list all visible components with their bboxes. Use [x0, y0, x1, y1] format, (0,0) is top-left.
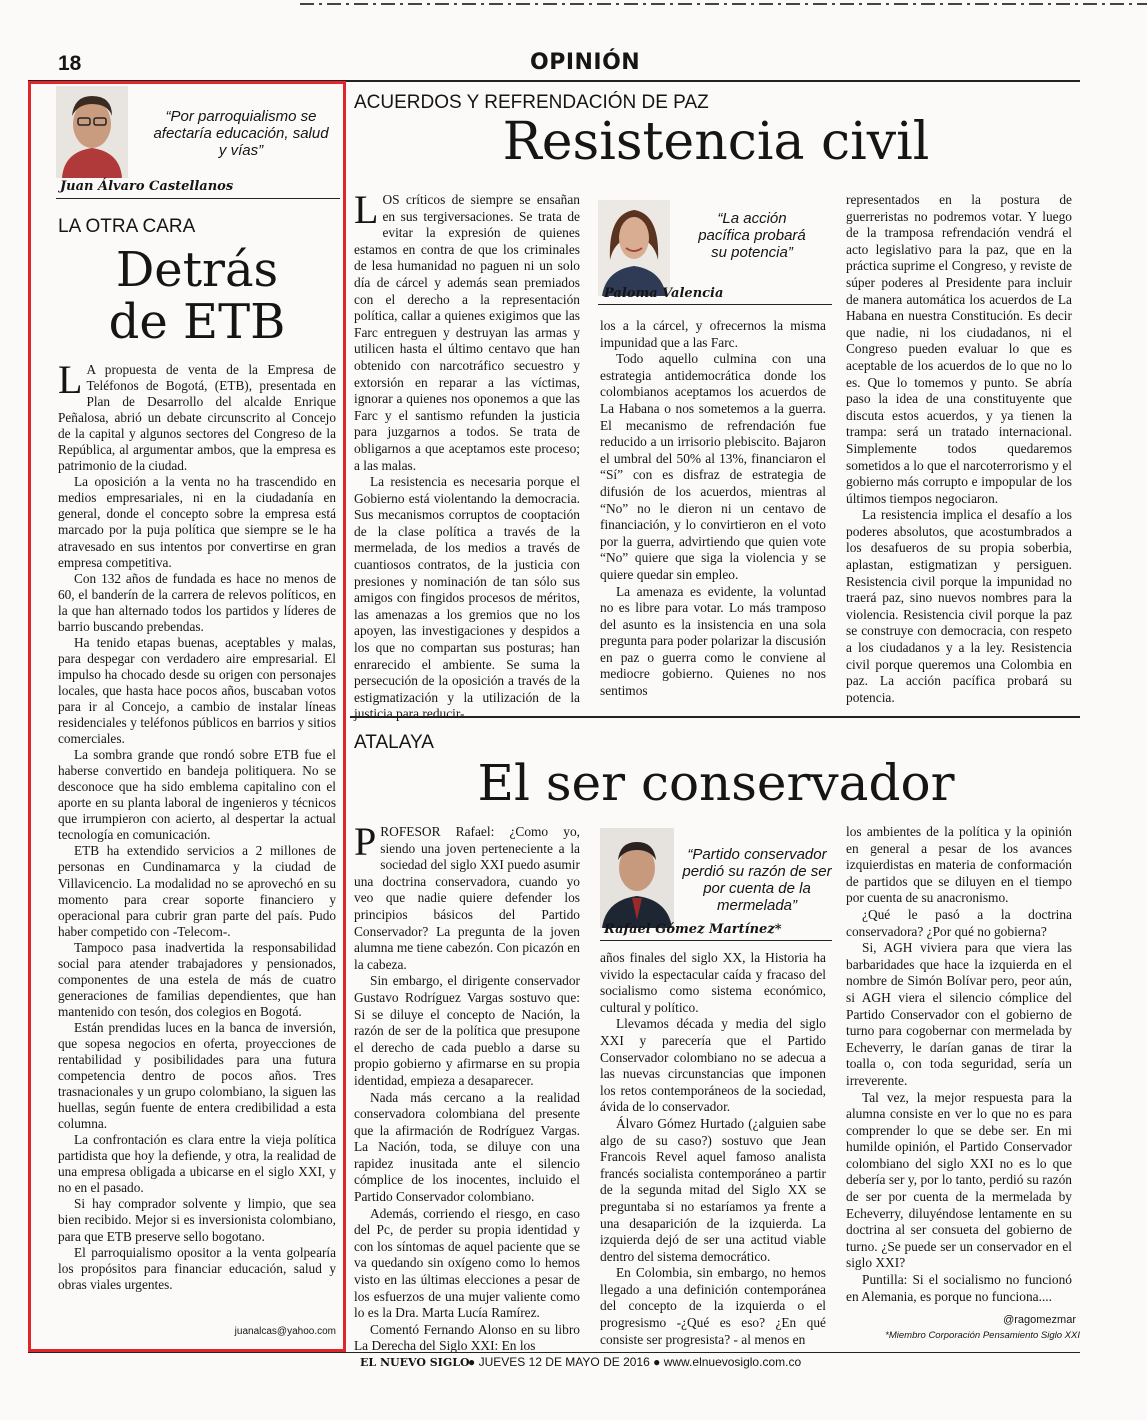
article-separator: [350, 716, 1080, 718]
article-kicker: ACUERDOS Y REFRENDACIÓN DE PAZ: [354, 92, 709, 113]
pull-quote: “Partido conservador perdió su razón de ser por cuenta de la mermelada”: [682, 846, 832, 914]
paragraph: Si hay comprador solvente y limpio, que sea bien recibido. Mejor si es inversionista colombiano, para que ETB preserve sello bogotano.: [58, 1196, 336, 1244]
article-kicker: ATALAYA: [354, 732, 434, 753]
article-column-2: [600, 318, 826, 700]
article-column-3: [846, 192, 1072, 706]
highlight-box: [28, 81, 346, 1352]
paragraph: El parroquialismo opositor a la venta golpearía los propósitos para financiar educación, salud y obras viales urgentes.: [58, 1244, 336, 1292]
paragraph: Puntilla: Si el socialismo no funcionó en Alemania, es porque no funciona....: [846, 1272, 1072, 1304]
paragraph: Con 132 años de fundada es hace no menos de 60, el banderín de la carrera de relevos políticos, en la que han alternado todos los partidos y líderes de barrio buscando prebendas.: [58, 570, 336, 634]
author-byline: Paloma Valencia: [604, 286, 724, 301]
newspaper-name: EL NUEVO SIGLO: [360, 1356, 470, 1369]
paragraph: Tampoco pasa inadvertida la responsabilidad social para atender trabajadores y pensionados, componentes de una estela de más de cuatro generaciones de familias dependientes, que han mantenido con tesón, dos colegios en Bogotá.: [58, 939, 336, 1019]
paragraph: La resistencia es necesaria porque el Gobierno está violentando la democracia. Sus mecanismos corruptos de cooptación de la clase política a través de la mermelada, de los medios a través de cuantiosos contratos, de la justicia con presiones y nominación de tan sólo sus amigos con fingidos procesos de méritos, las amenazas a los gremios que no los apoyen, las investigaciones y despidos a los que no compartan sus posturas; han enrarecido el ambiente. Se suma la persecución de la oposición a través de la estigmatización y la utilización de la justicia para reducir-: [354, 474, 580, 722]
article-column-1: [354, 819, 580, 1355]
author-photo: [600, 828, 674, 928]
paragraph: ¿Qué le pasó a la doctrina conservadora? ¿Por qué no gobierna?: [846, 906, 1072, 939]
article-column-3: [846, 824, 1072, 1305]
paragraph: Están prendidas luces en la banca de inversión, que sopesa negocios en oferta, proyecciones de rentabilidad y posibilidades para una futura competencia dentro de pocos años. Tres trasnacionales y un grupo colombiano, la siguen las huellas, según fuente de entera credibilidad a esta columna.: [58, 1019, 336, 1132]
pull-quote: “Por parroquialismo se afectaría educación, salud y vías”: [153, 108, 329, 159]
footer-url: www.elnuevosiglo.com.co: [663, 1355, 802, 1369]
page-top-edge: [300, 0, 1147, 10]
article-headline: Resistencia civil: [502, 112, 930, 172]
author-footnote: *Miembro Corporación Pensamiento Siglo XXI: [885, 1330, 1080, 1341]
paragraph: LOS críticos de siempre se ensañan en sus tergiversaciones. Se trata de evitar la expresión de quienes estamos en contra de que los criminales de lesa humanidad no paguen ni un solo día de cárcel y además sean premiados con el derecho a la representación política, callar a quienes exigimos que las Farc entreguen y destruyan las armas y utilicen hasta el último centavo que han obtenido con narcotráfico secuestro y extorsión en reparar a las víctimas, ignorar a quienes nos oponemos a que las Farc y el santismo refunden la justicia para juzgarnos a todos. Se trata de obligarnos a que aceptamos este proceso; a las malas.: [354, 187, 580, 473]
paragraph: La amenaza es evidente, la voluntad no es libre para votar. Lo más tramposo del asunto es la insistencia en una sola pregunta para poder polarizar la discusión en paz o guerra como le conviene al mediocre gobierno. Quienes no nos sentimos: [600, 583, 826, 699]
article-headline: El ser conservador: [477, 754, 955, 812]
paragraph: Ha tenido etapas buenas, aceptables y malas, para despegar con verdadero aire empresarial. El impulso ha chocado desde su origen con personajes locales, que hasta hace pocos años, buscaban votos para ir al Concejo, a cambio de instalar líneas residenciales y teléfonos públicos en barrios y sitios comerciales.: [58, 634, 336, 747]
bullet-dot: ●: [653, 1355, 661, 1369]
paragraph: Tal vez, la mejor respuesta para la alumna consiste en ver lo que no es para comprender lo que se debe ser. En mi humilde opinión, el Partido Conservador colombiano del siglo XXI no es lo que debería ser y, por lo tanto, perdió su razón de ser por cuenta de la mermelada by Echeverry, diluyéndose lentamente en su doctrina al ser consueta del gobierno de turno. ¿Se puede ser un conservador en el siglo XXI?: [846, 1089, 1072, 1271]
headline-line-2: de ETB: [108, 294, 286, 350]
article-column-2: [600, 950, 826, 1348]
paragraph: Nada más cercano a la realidad conservadora colombiana del presente que la afirmación de Rodríguez Vargas. La Nación, toda, se diluye con una rapidez inusitada ante el silencio cómplice de los inocentes, incluido el Partido Conservador colombiano.: [354, 1089, 580, 1205]
author-twitter: @ragomezmar: [1003, 1314, 1076, 1326]
paragraph: los a la cárcel, y ofrecernos la misma impunidad que a las Farc.: [600, 318, 826, 350]
paragraph: La sombra grande que rondó sobre ETB fue el haberse convertido en bandeja politiquera. No se desconoce que ha sido emblema capitalino con el aporte en su planta laboral de ingenieros y técnicos que irrumpieron con acierto, al despertar la actual tecnología en comunicación.: [58, 747, 336, 843]
bullet-dot: ●: [468, 1355, 476, 1369]
paragraph: Llevamos década y media del siglo XXI y parecería que el Partido Conservador colombiano no se adecua a las nuevas circunstancias que imponen los retos contemporáneos de la sociedad, ávida de lo conservador.: [600, 1016, 826, 1115]
paragraph: Además, corriendo el riesgo, en caso del Pc, de perder su propia identidad y con los síntomas de aquel paciente que se va quedando sin oxígeno como lo hemos visto en las últimas elecciones a pesar de los esfuerzos de una mujer valiente como lo es la Dra. Marta Lucía Ramírez.: [354, 1205, 580, 1321]
paragraph: Sin embargo, el dirigente conservador Gustavo Rodríguez Vargas sostuvo que: Si se diluye el concepto de Nación, la razón de ser de la política que presupone el derecho de cada pueblo a darse su propio gobierno y afirmarse en su propia identidad, empieza a desaparecer.: [354, 973, 580, 1088]
section-title: OPINIÓN: [530, 50, 641, 75]
column-kicker: LA OTRA CARA: [58, 216, 196, 237]
paragraph: La resistencia implica el desafío a los poderes absolutos, que acostumbrados a los desafueros de su propia soberbia, aplastan, estigmatizan y persiguen. Resistencia civil porque la impunidad no traerá paz, sino nuevos nombres para la violencia. Resistencia civil porque la paz se construye con democracia, con respeto a los ciudadanos y a la ley. Resistencia civil porque queremos una Colombia en paz. La acción pacífica probará su potencia.: [846, 507, 1072, 705]
paragraph: representados en la postura de guerreristas no podremos votar. Y luego de la tramposa refrendación vendrá el acto legislativo para la paz, que en la práctica suprime el Congreso, y reviste de súper poderes al Presidente para incluir de manera automática los acuerdos de La Habana en nuestra Constitución. Es decir que nadie, ni los ciudadanos, ni el Congreso pueden evaluar lo que es aceptable de los acuerdos de lo que no lo es. Que lo tomemos y punto. Se abría paso la idea de una constituyente que discuta estos acuerdos, y ya tienen la trampa: será un tratado internacional. Simplemente todos quedaremos sometidos a lo que el narcoterrorismo y el gobierno más corrupto e impopular de los últimos tiempos negociaron.: [846, 192, 1072, 506]
paragraph: Comentó Fernando Alonso en su libro La Derecha del Siglo XXI: En los: [354, 1321, 580, 1354]
headline-line-1: Detrás: [115, 242, 279, 298]
author-email: juanalcas@yahoo.com: [234, 1326, 336, 1337]
dropcap: L: [58, 357, 83, 402]
paragraph: Si, AGH viviera para que viera las barbaridades que hace la izquierda en el nombre de Simón Bolívar pero, peor aún, si AGH viera el silencio cómplice del Partido Conservador con el gobierno de turno para cogobernar con mermelada by Echeverry, le darían ganas de tirar la toalla o, con toda seguridad, sería un irreverente.: [846, 940, 1072, 1088]
dropcap: L: [354, 187, 379, 232]
byline-rule: [598, 304, 832, 305]
paragraph: Álvaro Gómez Hurtado (¿alguien sabe algo de su caso?) sostuvo que Jean Francois Revel aquel famoso analista francés socialista contemporáneo a partir de la segunda mitad del Siglo XX se preguntaba si no estaríamos ya frente a una desaparición de la izquierda. La izquierda dejó de ser una actitud viable dentro del sistema democrático.: [600, 1115, 826, 1264]
footer-date: ● JUEVES 12 DE MAYO DE 2016 ● www.elnuevosiglo.com.co: [468, 1355, 802, 1369]
article-column-1: [354, 187, 580, 723]
paragraph: ETB ha extendido servicios a 2 millones de personas en Cundinamarca y la ciudad de Villavicencio. La modalidad no se aprovechó en su momento para crear soporte financiero y operacional para cubrir gran parte del país. Pudo haber competido con -Telecom-.: [58, 843, 336, 939]
byline-rule: [600, 940, 832, 941]
paragraph: los ambientes de la política y la opinión en general a pesar de los avances izquierdistas en materia de conformación de partidos que se diluyen en el tiempo por cuenta de su anacronismo.: [846, 824, 1072, 906]
paragraph: La oposición a la venta no ha trascendido en medios empresariales, ni en la ciudadanía en general, donde el concepto sobre la empresa está marcado por la puja política que siempre se le ha atravesado en sus intentos por convertirse en gran empresa competitiva.: [58, 474, 336, 570]
paragraph: En Colombia, sin embargo, no hemos llegado a una definición contemporánea del concepto de la izquierda o el progresismo -¿Qué es eso? ¿En qué consiste ser progresista? - al menos en: [600, 1265, 826, 1347]
paragraph: L A propuesta de venta de la Empresa de Teléfonos de Bogotá, (ETB), presentada en Plan de Desarrollo del alcalde Enrique Peñalosa, abrió un debate circunscrito al Concejo de la capital y algunos sectores del Congreso de la República, al argumentar ambos, que la empresa es patrimonio de la ciudad.: [58, 357, 336, 474]
pull-quote: “La acción pacífica probará su potencia”: [698, 210, 806, 261]
author-byline: Rafael Gómez Martínez*: [604, 922, 782, 937]
paragraph: PROFESOR Rafael: ¿Como yo, siendo una joven perteneciente a la sociedad del siglo XXI puedo asumir una doctrina conservadora, cuando yo veo que nadie quiere defender los principios básicos del Partido Conservador? La pregunta de la joven alumna me tiene cabezón. Con picazón en la cabeza.: [354, 819, 580, 972]
author-byline: Juan Álvaro Castellanos: [60, 179, 234, 194]
paragraph: La confrontación es clara entre la vieja política partidista que hoy la defiende, y otra, la realidad de una empresa obligada a ubicarse en el siglo XXI, y no en el pasado.: [58, 1132, 336, 1196]
paragraph: Todo aquello culmina con una estrategia antidemocrática donde los colombianos aceptamos los acuerdos de La Habana o nos sometemos a la guerra. El mecanismo de refrendación fue reducido a un irrisorio plebiscito. Bajaron el umbral del 50% al 13%, financiaron el “Sí” con es disfraz de estrategia de difusión de los acuerdos, mientras al “No” no le dieron ni un centavo de financiación, y lo convirtieron en el voto por la guerra, advirtiendo que quien vote “No” quiere que siga la violencia y se quiere quedar sin empleo.: [600, 351, 826, 582]
author-photo: [598, 200, 670, 296]
page-number: 18: [58, 52, 82, 75]
paragraph: años finales del siglo XX, la Historia ha vivido la espectacular caída y fracaso del socialismo como sistema económico, cultural y político.: [600, 950, 826, 1015]
footer-rule: [28, 1352, 1080, 1353]
dropcap: P: [354, 819, 377, 864]
